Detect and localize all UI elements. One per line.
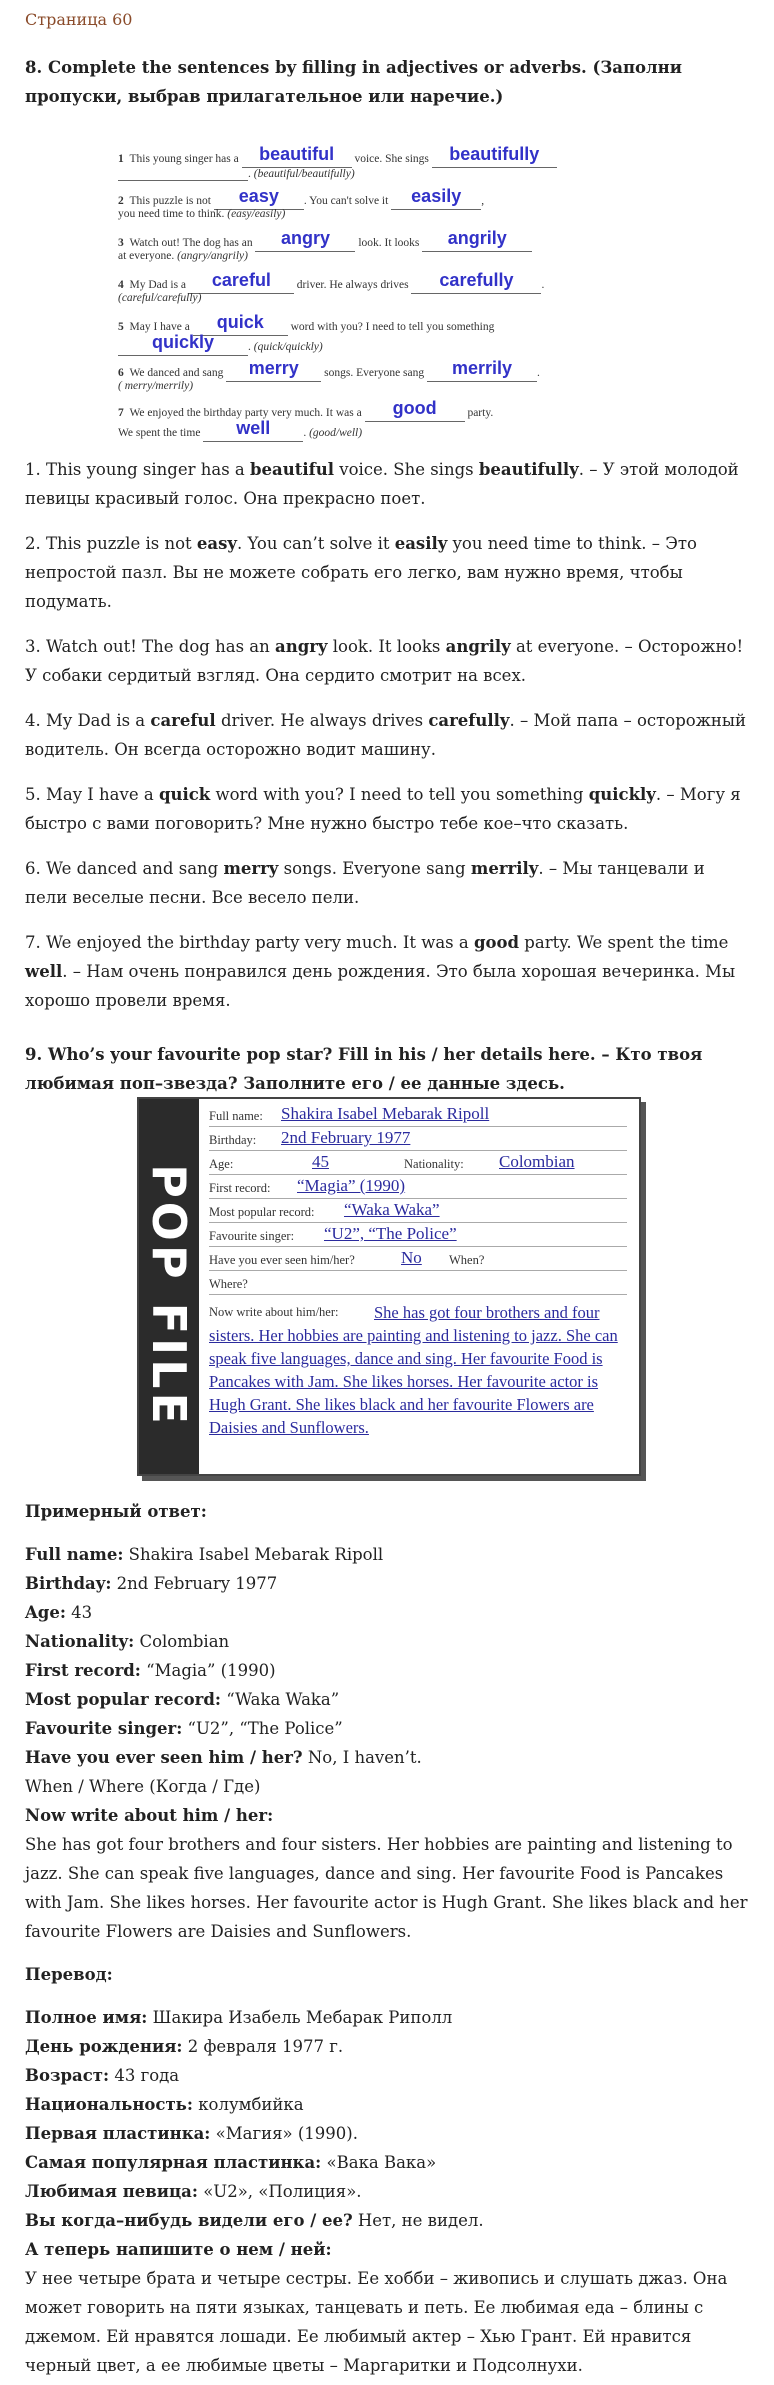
exercise-text: driver. He always drives <box>296 279 409 291</box>
translation-value: Шакира Изабель Мебарак Риполл <box>147 2008 453 2027</box>
translation-row <box>25 2148 750 2177</box>
answer-blank <box>422 230 532 252</box>
exercise-hint-5: quickly . (quick/quickly) <box>118 334 323 356</box>
sample-value: Shakira Isabel Mebarak Ripoll <box>123 1545 384 1564</box>
card-label: First record: <box>209 1181 271 1195</box>
card-row-fav-singer <box>209 1223 627 1247</box>
answer-blank <box>242 146 352 168</box>
task8-answers <box>25 455 750 1031</box>
answer-blank <box>391 188 481 210</box>
answer-text: . – Нам очень понравился день рождения. Это была хорошая вечеринка. Мы хорошо провели время. <box>25 962 736 1010</box>
handwritten-answer: well <box>236 418 271 438</box>
exercise-text: May I have a <box>129 321 190 333</box>
card-value-nationality: Colombian <box>499 1152 575 1171</box>
sample-text: She has got four brothers and four sisters. Her hobbies are painting and listening to jazz. She can speak five languages, dance and sing. Her favourite Food is Pancakes with Jam. She likes horses. Her favourite actor is Hugh Grant. She likes black and her favourite Flowers are Daisies and Sunflowers. <box>25 1835 748 1941</box>
answer-paragraph <box>25 455 750 513</box>
exercise-hint-2 <box>118 208 285 220</box>
exercise-line-4: 4 My Dad is a careful driver. He always drives carefully . <box>118 272 544 294</box>
exercise-line-5: 5 May I have a quick word with you? I need to tell you something <box>118 314 494 336</box>
handwritten-answer: merrily <box>451 358 513 378</box>
answer-blank <box>255 230 355 252</box>
pop-file-logo: POP FILE <box>142 1164 196 1428</box>
card-value-birthday: 2nd February 1977 <box>281 1128 411 1147</box>
handwritten-answer: careful <box>211 270 271 290</box>
handwritten-answer: beautiful <box>259 144 335 164</box>
card-label: Full name: <box>209 1109 263 1123</box>
answer-text: voice. She sings <box>334 460 479 479</box>
exercise-hint-3 <box>118 250 248 262</box>
translation-value: колумбийка <box>192 2095 304 2114</box>
sample-value: “Waka Waka” <box>220 1690 340 1709</box>
card-value-about: She has got four brothers and four sisters. Her hobbies are painting and listening to jazz. She can speak five languages, dance and sing. Her favourite Food is Pancakes with Jam. She likes horses. Her favourite actor is Hugh Grant. She likes black and her favourite Flowers are Daisies and Sunflowers. <box>209 1303 618 1437</box>
exercise-text: Watch out! The dog has an <box>129 237 253 249</box>
card-label: Nationality: <box>404 1157 464 1171</box>
exercise-text: We enjoyed the birthday party very much. It was a <box>129 407 362 419</box>
answer-keyword: beautifully <box>478 460 579 479</box>
answer-blank <box>427 360 537 382</box>
answer-keyword: merry <box>223 859 279 878</box>
answer-keyword: quick <box>158 785 211 804</box>
translation-value: Нет, не видел. <box>352 2211 484 2230</box>
answer-text: party. We spent the time <box>519 933 729 952</box>
translation-key: Полное имя: <box>25 2008 148 2027</box>
answer-text: . – У этой молодой певицы красивый голос. Она прекрасно поет. <box>25 460 739 508</box>
answer-paragraph <box>25 706 750 764</box>
pop-file-side-strip <box>139 1099 199 1474</box>
translation-row <box>25 2061 750 2090</box>
translation-value: 2 февраля 1977 г. <box>182 2037 344 2056</box>
answer-text: driver. He always drives <box>215 711 429 730</box>
translation-key: Первая пластинка: <box>25 2124 211 2143</box>
card-row-age <box>209 1151 627 1175</box>
sample-row <box>25 1772 750 1801</box>
handwritten-answer: angry <box>280 228 330 248</box>
translation-row <box>25 2003 750 2032</box>
handwritten-answer: easily <box>411 186 462 206</box>
answer-paragraph <box>25 854 750 912</box>
answer-text: 7. We enjoyed the birthday party very much. It was a <box>25 933 474 952</box>
translation-key: Любимая певица: <box>25 2182 198 2201</box>
sample-row <box>25 1569 750 1598</box>
handwritten-answer: quick <box>216 312 264 332</box>
card-value-fav-singer: “U2”, “The Police” <box>324 1224 457 1243</box>
answer-keyword: quickly <box>588 785 656 804</box>
exercise-line-3: 3 Watch out! The dog has an angry look. It looks angrily <box>118 230 532 252</box>
sample-value: No, I haven’t. <box>302 1748 422 1767</box>
sample-key: Birthday: <box>25 1574 112 1593</box>
sample-row <box>25 1627 750 1656</box>
card-row-birthday <box>209 1127 627 1151</box>
answer-keyword: easily <box>394 534 448 553</box>
exercise-line-6: 6 We danced and sang merry songs. Everyone sang merrily . <box>118 360 540 382</box>
answer-keyword: beautiful <box>250 460 334 479</box>
answer-text: . – Мой папа – осторожный водитель. Он всегда осторожно водит машину. <box>25 711 747 759</box>
card-row-popular-record <box>209 1199 627 1223</box>
exercise-8-image <box>118 140 658 439</box>
answer-keyword: careful <box>150 711 216 730</box>
page-label: Страница 60 <box>25 10 133 29</box>
sample-row <box>25 1685 750 1714</box>
handwritten-answer: easy <box>238 186 279 206</box>
sample-key: Age: <box>25 1603 66 1622</box>
translation-row <box>25 2206 750 2235</box>
answer-text: 2. This puzzle is not <box>25 534 197 553</box>
sample-value: When / Where (Когда / Где) <box>25 1777 261 1796</box>
sample-value: Colombian <box>134 1632 230 1651</box>
answer-text: look. It looks <box>327 637 446 656</box>
answer-text: 4. My Dad is a <box>25 711 151 730</box>
translation-text: У нее четыре брата и четыре сестры. Ее хобби – живопись и слушать джаз. Она может говорить на пяти языках, танцевать и петь. Ее любимая еда – блины с джемом. Ей нравятся лошади. Ее любимый актер – Хью Грант. Ей нравится черный цвет, а ее любимые цветы – Маргаритки и Подсолнухи. <box>25 2269 728 2375</box>
answer-text: word with you? I need to tell you something <box>210 785 589 804</box>
card-label: Birthday: <box>209 1133 257 1147</box>
answer-paragraph <box>25 529 750 616</box>
exercise-line-1: 1 This young singer has a beautiful voice. She sings beautifully <box>118 146 557 168</box>
answer-blank <box>189 272 294 294</box>
sample-key: Full name: <box>25 1545 124 1564</box>
sample-key: Now write about him / her: <box>25 1806 274 1825</box>
answer-paragraph <box>25 780 750 838</box>
exercise-text: you need time to think. <box>118 208 225 220</box>
handwritten-answer: angrily <box>447 228 507 248</box>
sample-list <box>25 1540 750 1830</box>
exercise-hint-1: . (beautiful/beautifully) <box>118 168 355 181</box>
exercise-hint-4 <box>118 292 201 304</box>
translation-heading: Перевод: <box>25 1965 113 1984</box>
exercise-hint: (beautiful/beautifully) <box>253 168 355 180</box>
exercise-text: word with you? I need to tell you something <box>290 321 495 333</box>
sample-value: “U2”, “The Police” <box>182 1719 343 1738</box>
answer-blank <box>411 272 541 294</box>
sample-value: “Magia” (1990) <box>140 1661 276 1680</box>
sample-key: Favourite singer: <box>25 1719 183 1738</box>
exercise-text: We danced and sang <box>129 367 224 379</box>
card-label: Age: <box>209 1157 234 1171</box>
answer-text: . – Могу я быстро с вами поговорить? Мне нужно быстро тебе кое–что сказать. <box>25 785 741 833</box>
card-value-popular-record: “Waka Waka” <box>344 1200 440 1219</box>
answer-text: you need time to think. – Это непростой пазл. Вы не можете собрать его легко, вам нужно время, чтобы подумать. <box>25 534 697 611</box>
exercise-hint-6 <box>118 380 193 392</box>
sample-row <box>25 1743 750 1772</box>
exercise-text: This puzzle is not <box>129 195 211 207</box>
answer-blank <box>118 334 248 356</box>
exercise-text: We spent the time <box>118 427 201 439</box>
translation-row <box>25 2032 750 2061</box>
answer-keyword: well <box>25 962 63 981</box>
card-value-age: 45 <box>312 1152 329 1171</box>
translation-row <box>25 2235 750 2264</box>
sample-row <box>25 1801 750 1830</box>
exercise-text: party. <box>467 407 494 419</box>
answer-keyword: easy <box>196 534 237 553</box>
card-about <box>209 1299 627 1439</box>
card-row-first-record <box>209 1175 627 1199</box>
exercise-text: look. It looks <box>358 237 420 249</box>
exercise-text: voice. She sings <box>354 153 429 165</box>
answer-text: . You can’t solve it <box>236 534 395 553</box>
translation-value: 43 года <box>109 2066 180 2085</box>
sample-row <box>25 1598 750 1627</box>
answer-blank <box>214 188 304 210</box>
translation-key: А теперь напишите о нем / ней: <box>25 2240 332 2259</box>
translation-row <box>25 2119 750 2148</box>
translation-key: День рождения: <box>25 2037 183 2056</box>
exercise-text: . You can't solve it <box>303 195 389 207</box>
exercise-text: at everyone. <box>118 250 175 262</box>
sample-key: Have you ever seen him / her? <box>25 1748 303 1767</box>
translation-row <box>25 2177 750 2206</box>
sample-heading: Примерный ответ: <box>25 1502 207 1521</box>
card-label: Favourite singer: <box>209 1229 295 1243</box>
card-label: Where? <box>209 1277 248 1291</box>
exercise-line-2: 2 This puzzle is not easy . You can't solve it easily , <box>118 188 484 210</box>
answer-text: 3. Watch out! The dog has an <box>25 637 275 656</box>
translation-value: «Магия» (1990). <box>210 2124 358 2143</box>
exercise-hint: (easy/easily) <box>227 208 286 220</box>
sample-row <box>25 1540 750 1569</box>
answer-paragraph <box>25 632 750 690</box>
translation-value: «U2», «Полиция». <box>197 2182 362 2201</box>
translation-key: Самая популярная пластинка: <box>25 2153 322 2172</box>
answer-keyword: angry <box>275 637 328 656</box>
answer-paragraph <box>25 928 750 1015</box>
exercise-hint: (angry/angrily) <box>177 250 248 262</box>
exercise-hint: (quick/quickly) <box>253 341 323 353</box>
card-label: Have you ever seen him/her? <box>209 1253 355 1267</box>
answer-keyword: angrily <box>445 637 511 656</box>
card-row-full-name <box>209 1103 627 1127</box>
sample-value: 43 <box>65 1603 93 1622</box>
answer-text: 5. May I have a <box>25 785 159 804</box>
exercise-text: songs. Everyone sang <box>324 367 425 379</box>
exercise-hint: (careful/carefully) <box>118 292 202 304</box>
answer-keyword: carefully <box>428 711 510 730</box>
task9-heading: 9. Who’s your favourite pop star? Fill in his / her details here. – Кто твоя любимая поп–звезда? Заполните его / ее данные здесь. <box>25 1045 703 1093</box>
card-label: Most popular record: <box>209 1205 315 1219</box>
card-row-seen <box>209 1247 627 1271</box>
sample-key: First record: <box>25 1661 141 1680</box>
answer-blank <box>365 400 465 422</box>
card-value-first-record: “Magia” (1990) <box>297 1176 406 1195</box>
pop-file-card <box>137 1097 641 1476</box>
handwritten-answer: merry <box>248 358 299 378</box>
sample-row <box>25 1656 750 1685</box>
translation-row <box>25 2090 750 2119</box>
task8-heading: 8. Complete the sentences by filling in adjectives or adverbs. (Заполни пропуски, выбрав прилагательное или наречие.) <box>25 58 682 106</box>
answer-text: at everyone. – Осторожно! У собаки сердитый взгляд. Она сердито смотрит на всех. <box>25 637 744 685</box>
sample-key: Most popular record: <box>25 1690 221 1709</box>
sample-key: Nationality: <box>25 1632 135 1651</box>
answer-text: 1. This young singer has a <box>25 460 251 479</box>
handwritten-answer: quickly <box>151 332 215 352</box>
answer-text: . – Мы танцевали и пели веселые песни. Все весело пели. <box>25 859 705 907</box>
sample-value: 2nd February 1977 <box>111 1574 278 1593</box>
answer-text: 6. We danced and sang <box>25 859 224 878</box>
exercise-hint: (good/well) <box>309 427 363 439</box>
answer-blank <box>203 420 303 442</box>
card-row-where <box>209 1271 627 1295</box>
translation-key: Возраст: <box>25 2066 110 2085</box>
answer-blank <box>432 146 557 168</box>
answer-keyword: merrily <box>470 859 539 878</box>
answer-keyword: good <box>473 933 520 952</box>
card-value-seen: No <box>401 1248 422 1267</box>
exercise-text: This young singer has a <box>129 153 239 165</box>
answer-blank <box>118 168 248 181</box>
handwritten-answer: carefully <box>439 270 514 290</box>
handwritten-answer: beautifully <box>449 144 540 164</box>
exercise-line-7: 7 We enjoyed the birthday party very much. It was a good party. <box>118 400 493 422</box>
handwritten-answer: good <box>392 398 437 418</box>
card-value-full-name: Shakira Isabel Mebarak Ripoll <box>281 1104 490 1123</box>
sample-answer <box>25 1497 750 2380</box>
sample-row <box>25 1714 750 1743</box>
exercise-hint: ( merry/merrily) <box>118 380 194 392</box>
exercise-hint-7: We spent the time well . (good/well) <box>118 420 362 442</box>
card-label: When? <box>449 1253 485 1267</box>
translation-key: Национальность: <box>25 2095 193 2114</box>
translation-key: Вы когда–нибудь видели его / ее? <box>25 2211 353 2230</box>
answer-text: songs. Everyone sang <box>278 859 471 878</box>
translation-value: «Вака Вака» <box>321 2153 437 2172</box>
translation-list <box>25 2003 750 2264</box>
answer-blank <box>226 360 321 382</box>
exercise-text: My Dad is a <box>129 279 187 291</box>
card-label: Now write about him/her: <box>209 1305 339 1319</box>
